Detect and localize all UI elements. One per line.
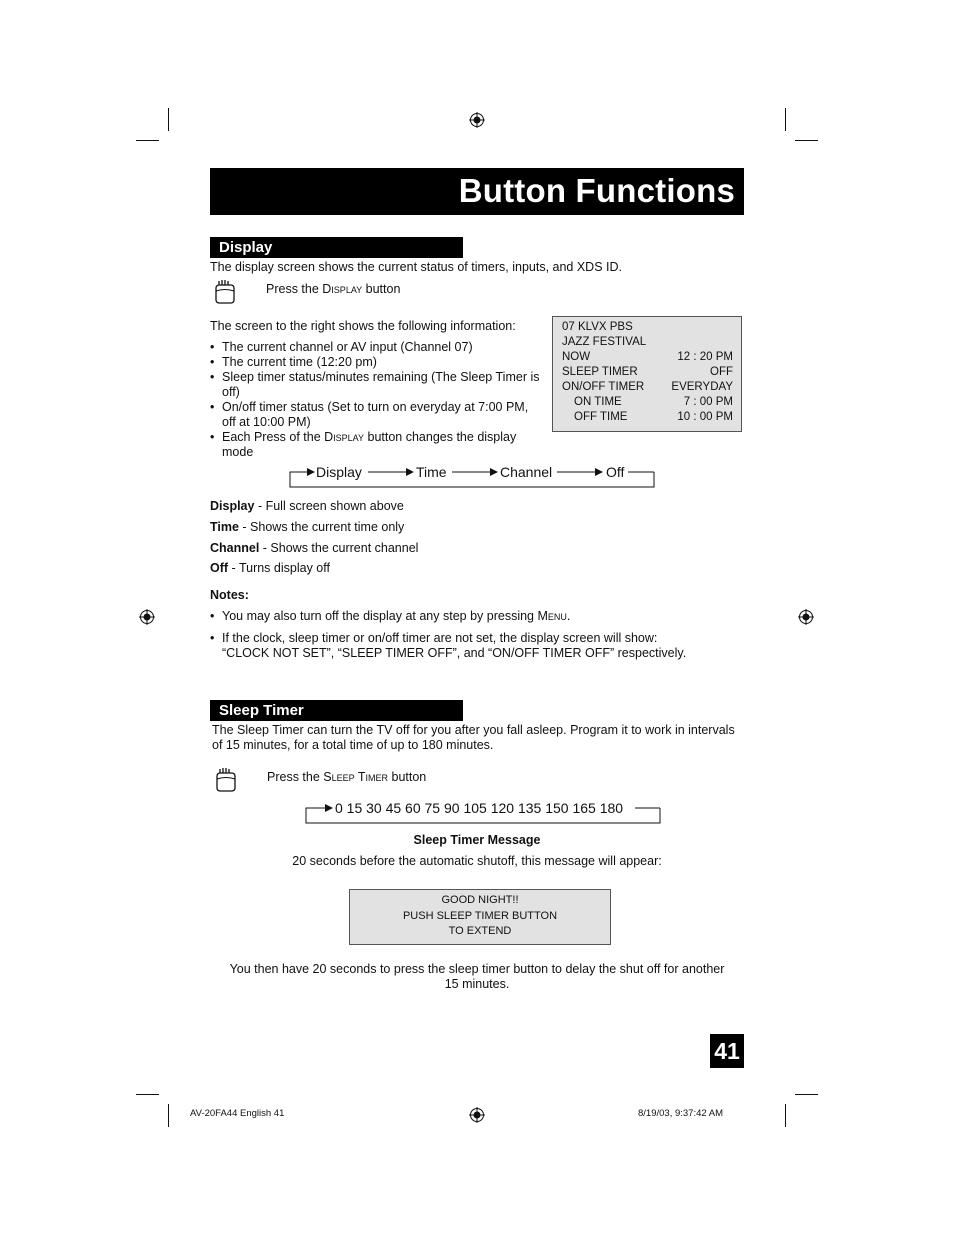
list-item: • If the clock, sleep timer or on/off timer are not set, the display screen will show: “CLOCK NOT SET”, “SLEEP TIMER OFF”, and “ON/OFF TIMER OFF” respectively.	[210, 631, 700, 661]
footer-timestamp: 8/19/03, 9:37:42 AM	[638, 1108, 724, 1119]
section-heading-display: Display	[210, 237, 463, 258]
crop-mark	[785, 108, 786, 131]
sleep-timer-sequence: 0 15 30 45 60 75 90 105 120 135 150 165 180	[335, 800, 624, 816]
mode-definition: Off - Turns display off	[210, 561, 330, 575]
mode-definition: Channel - Shows the current channel	[210, 541, 419, 555]
message-line: GOOD NIGHT!!	[441, 894, 519, 906]
sleep-intro: The Sleep Timer can turn the TV off for you after you fall asleep. Program it to work in intervals of 15 minutes, for a total time of up to 180 minutes.	[212, 723, 735, 752]
sleep-timer-key-label: Sleep Timer	[323, 770, 389, 784]
osd-row: ON/OFF TIMER EVERYDAY	[562, 381, 733, 393]
osd-channel-line: 07 KLVX PBS	[562, 321, 633, 333]
mode-definition: Time - Shows the current time only	[210, 520, 405, 534]
mode-definition: Display - Full screen shown above	[210, 499, 404, 513]
display-key-label: Display	[322, 282, 363, 296]
list-item: • The current channel or AV input (Channel 07)	[210, 340, 540, 355]
sleep-message-screen	[349, 889, 611, 945]
osd-row: ON TIME 7 : 00 PM	[574, 396, 733, 408]
flow-step: Time	[416, 464, 447, 480]
flow-step: Display	[316, 464, 362, 480]
display-press-instruction: Press the Display button	[266, 282, 401, 296]
list-item: • Each Press of the Display button changes the display mode	[210, 430, 540, 460]
message-line: PUSH SLEEP TIMER BUTTON	[402, 910, 558, 922]
page-title: Button Functions	[458, 172, 735, 209]
flow-step: Channel	[500, 464, 553, 480]
notes-heading: Notes:	[210, 588, 249, 602]
list-item: • You may also turn off the display at any step by pressing Menu.	[210, 609, 730, 624]
osd-row: SLEEP TIMER OFF	[562, 366, 733, 378]
osd-program-line: JAZZ FESTIVAL	[562, 336, 647, 348]
crop-mark	[168, 1104, 169, 1127]
display-info-list	[210, 340, 540, 460]
sleep-press-instruction: Press the Sleep Timer button	[267, 770, 427, 784]
sleep-message-heading: Sleep Timer Message	[413, 833, 541, 847]
page-number: 41	[710, 1034, 744, 1068]
registration-mark-icon	[139, 609, 155, 625]
notes-list	[210, 609, 730, 624]
registration-mark-icon	[469, 1107, 485, 1123]
press-button-hand-icon	[212, 279, 238, 305]
sleep-message-intro: 20 seconds before the automatic shutoff, this message will appear:	[292, 854, 662, 868]
sleep-closing-text: You then have 20 seconds to press the sleep timer button to delay the shut off for another 15 minutes.	[229, 962, 725, 991]
press-button-hand-icon	[213, 767, 239, 793]
crop-mark	[136, 1094, 159, 1095]
list-item: • On/off timer status (Set to turn on everyday at 7:00 PM, off at 10:00 PM)	[210, 400, 540, 430]
crop-mark	[785, 1104, 786, 1127]
footer-file-info: AV-20FA44 English 41	[190, 1108, 285, 1119]
display-info-intro: The screen to the right shows the following information:	[210, 319, 516, 333]
display-intro: The display screen shows the current status of timers, inputs, and XDS ID.	[210, 260, 622, 274]
message-line: TO EXTEND	[448, 925, 512, 937]
crop-mark	[795, 1094, 818, 1095]
registration-mark-icon	[798, 609, 814, 625]
crop-mark	[168, 108, 169, 131]
flow-step: Off	[606, 464, 625, 480]
page-title-bar	[210, 168, 744, 215]
display-osd-screen	[552, 316, 742, 432]
crop-mark	[795, 140, 818, 141]
list-item: • The current time (12:20 pm)	[210, 355, 540, 370]
list-item: • Sleep timer status/minutes remaining (The Sleep Timer is off)	[210, 370, 540, 400]
osd-row: OFF TIME 10 : 00 PM	[574, 411, 733, 423]
crop-mark	[136, 140, 159, 141]
notes-list	[210, 631, 700, 661]
registration-mark-icon	[469, 112, 485, 128]
osd-row: NOW 12 : 20 PM	[562, 351, 733, 363]
section-heading-sleep-timer: Sleep Timer	[210, 700, 463, 721]
